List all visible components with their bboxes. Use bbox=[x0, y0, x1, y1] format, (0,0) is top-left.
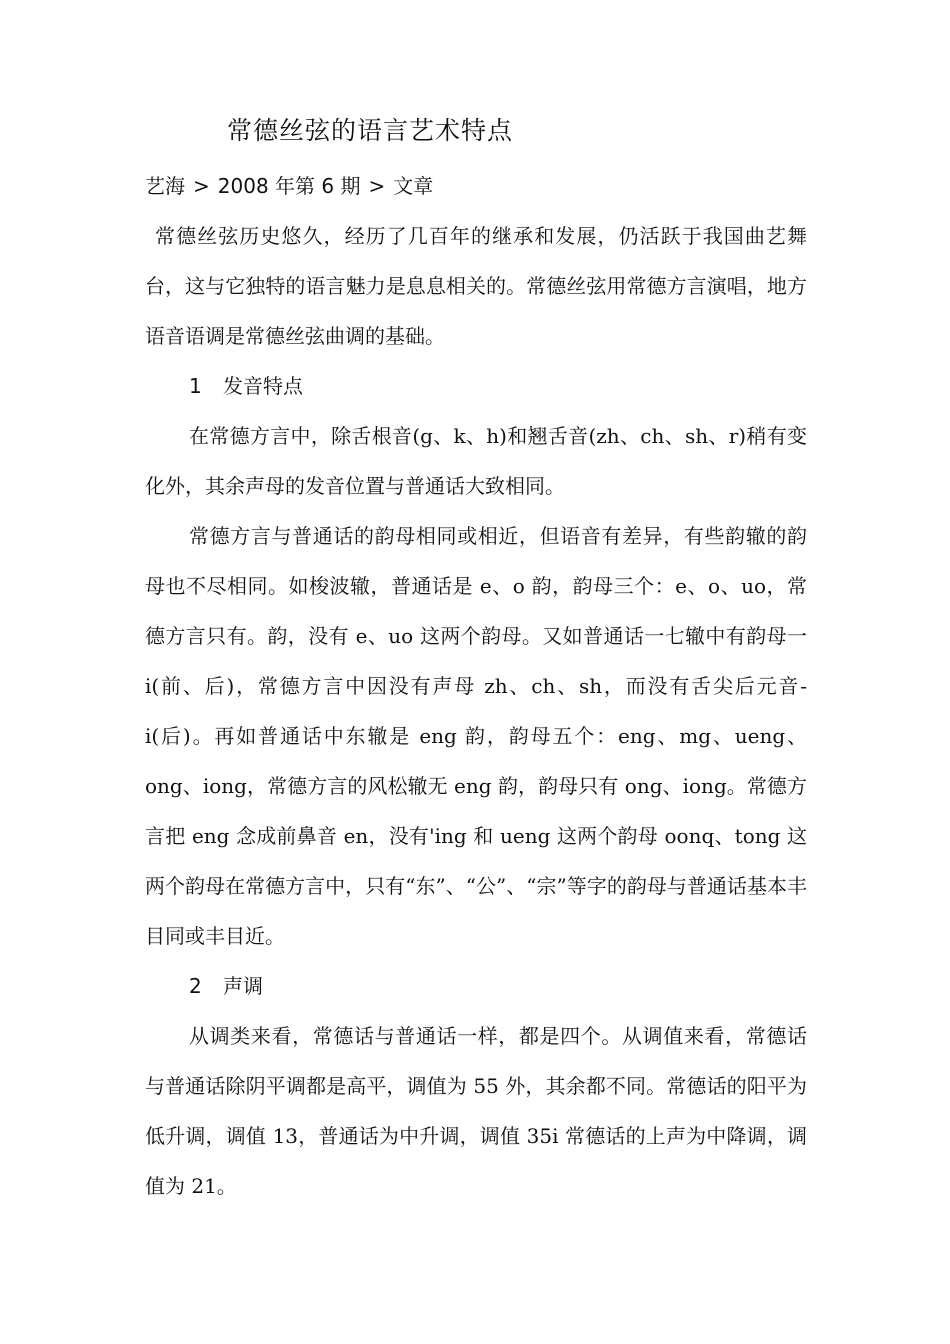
body-paragraph: 常德方言与普通话的韵母相同或相近，但语音有差异，有些韵辙的韵母也不尽相同。如梭波辙，普通话是 e、o 韵，韵母三个：e、o、uo，常德方言只有。韵，没有 e、uo 这两个韵母。又如普通话一七辙中有韵母一 i(前、后)，常德方言中因没有声母 zh、ch、sh，而没有舌尖后元音-i(后)。再如普通话中东辙是 eng 韵，韵母五个：eng、mg、ueng、ong、iong，常德方言的风松辙无 eng 韵，韵母只有 ong、iong。常德方言把 eng 念成前鼻音 en，没有'ing 和 ueng 这两个韵母 oonq、tong 这两个韵母在常德方言中，只有“东”、“公”、“宗”等字的韵母与普通话基本丰目同或丰目近。 bbox=[145, 524, 807, 948]
body-paragraph: 从调类来看，常德话与普通话一样，都是四个。从调值来看，常德话与普通话除阴平调都是高平，调值为 55 外，其余都不同。常德话的阳平为低升调，调值 13，普通话为中升调，调值 35i 常德话的上声为中降调，调值为 21。 bbox=[145, 1024, 807, 1198]
section-heading-text: 声调 bbox=[223, 974, 263, 998]
section-heading bbox=[145, 961, 807, 1011]
body-paragraph: 在常德方言中，除舌根音(g、k、h)和翘舌音(zh、ch、sh、r)稍有变化外，其余声母的发音位置与普通话大致相同。 bbox=[145, 424, 807, 498]
breadcrumb-separator: > bbox=[193, 174, 210, 198]
section-number: 1 bbox=[189, 374, 202, 398]
breadcrumb-separator: > bbox=[368, 174, 386, 198]
breadcrumb-journal[interactable]: 艺海 bbox=[145, 174, 185, 198]
article-body bbox=[145, 211, 807, 1211]
document-title: 常德丝弦的语言艺术特点 bbox=[227, 116, 514, 145]
section-heading bbox=[145, 361, 807, 411]
breadcrumb-article: 文章 bbox=[393, 174, 434, 198]
section-heading-text: 发音特点 bbox=[223, 374, 303, 398]
intro-paragraph: 常德丝弦历史悠久，经历了几百年的继承和发展，仍活跃于我国曲艺舞台，这与它独特的语言魅力是息息相关的。常德丝弦用常德方言演唱，地方语音语调是常德丝弦曲调的基础。 bbox=[145, 224, 807, 348]
section-number: 2 bbox=[189, 974, 202, 998]
breadcrumb bbox=[145, 172, 805, 200]
breadcrumb-issue[interactable]: 2008 年第 6 期 bbox=[217, 174, 361, 198]
